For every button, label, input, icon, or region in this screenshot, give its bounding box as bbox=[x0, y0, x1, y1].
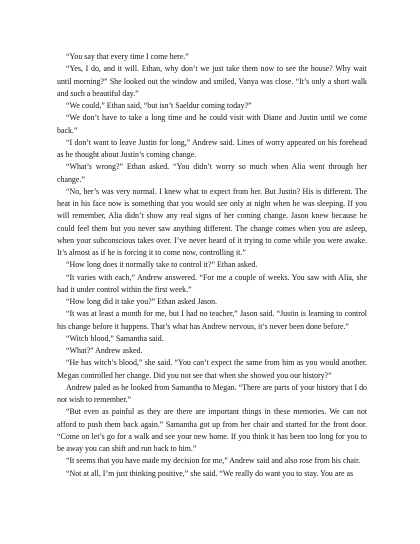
paragraph: “It seems that you have made my decision for me,” Andrew said and also rose from his chair. bbox=[66, 456, 361, 466]
paragraph: “We don’t have to take a long time and he could visit with Diane and Justin until we come back.” bbox=[57, 113, 367, 135]
paragraph: Andrew paled as he looked from Samantha to Megan. “There are parts of your history that I do not wish to remember.” bbox=[57, 382, 367, 404]
paragraph: “Not at all, I’m just thinking positive,” she said. “We really do want you to stay. You are as bbox=[66, 468, 354, 478]
paragraph: “How long does it normally take to control it?” Ethan asked. bbox=[66, 260, 258, 270]
paragraph: “But even as painful as they are there are important things in these memories. We can not afford to push them back again.” Samantha got up from her chair and started for the front door. “Come on let’s go for a walk and see your new home. If you think it has been too long for you to be away you can shift and run back to him.” bbox=[57, 407, 367, 453]
paragraph: “You say that every time I come here.” bbox=[66, 52, 189, 61]
paragraph: “It varies with each,” Andrew answered. “For me a couple of weeks. You saw with Alia, she had it under control within the first week.” bbox=[57, 272, 367, 294]
paragraph: “He has witch’s blood,” she said. “You can’t expect the same from him as you would another. Megan controlled her change. Did you not see that when she showed you our history?” bbox=[57, 358, 367, 380]
paragraph: “How long did it take you?” Ethan asked Jason. bbox=[66, 297, 217, 306]
body-text bbox=[57, 51, 367, 480]
paragraph: “What?” Andrew asked. bbox=[66, 346, 143, 355]
paragraph: “Yes, I do, and it will. Ethan, why don’t we just take them now to see the house? Why wait until morning?” She looked out the window and smiled, Vanya was close. “It’s only a short walk and such a beautiful day.” bbox=[57, 64, 367, 98]
paragraph: “Witch blood,” Samantha said. bbox=[66, 333, 164, 343]
paragraph: “It was at least a month for me, but I had no teacher,” Jason said. “Justin is learning to control his change before it happens. That’s what has Andrew nervous, it’s never been done before.” bbox=[57, 309, 367, 331]
paragraph: “No, her’s was very normal. I knew what to expect from her. But Justin? His is different. The heat in his face now is something that you would see only at night when he was sleeping. If you will remember, Alia didn’t show any real signs of her coming change. Jason knew because he could feel them but you never saw anything different. The change comes when you are asleep, when your subconscious takes over. I’ve never heard of it trying to come while you were awake. It’s almost as if he is forcing it to come now, controlling it.” bbox=[57, 186, 367, 257]
paragraph: “We could,” Ethan said, “but isn’t Saeldur coming today?” bbox=[66, 101, 252, 110]
paragraph: “I don’t want to leave Justin for long,” Andrew said. Lines of worry appeared on his forehead as he thought about Justin’s coming change. bbox=[57, 137, 367, 159]
paragraph: “What’s wrong?” Ethan asked. “You didn’t worry so much when Alia went through her change.” bbox=[57, 162, 367, 184]
